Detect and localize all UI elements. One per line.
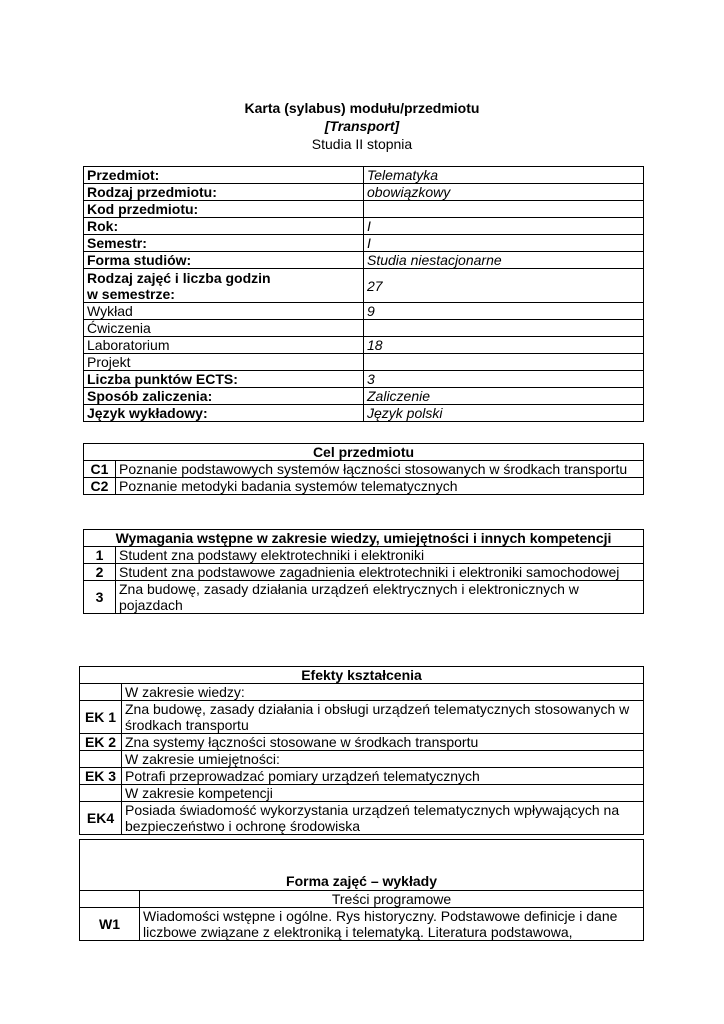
goals-table [83, 443, 644, 495]
info-row [84, 337, 644, 354]
prerequisite-row [84, 581, 644, 614]
outcome-text: W zakresie umiejętności: [122, 751, 644, 768]
outcome-text: W zakresie kompetencji [122, 785, 644, 802]
info-value: obowiązkowy [364, 184, 644, 201]
info-row [84, 303, 644, 320]
course-info-table [83, 166, 644, 422]
prerequisites-table [83, 529, 644, 614]
info-label: Laboratorium [84, 337, 364, 354]
outcome-text: Posiada świadomość wykorzystania urządzeń telematycznych wpływających na bezpieczeństwo i ochronę środowiska [122, 802, 644, 835]
info-row [84, 388, 644, 405]
outcome-row [80, 785, 644, 802]
info-row [84, 201, 644, 218]
course-name: [Transport] [324, 118, 400, 134]
lectures-subheading: Treści programowe [140, 891, 644, 908]
prerequisite-row [84, 564, 644, 581]
goals-heading: Cel przedmiotu [84, 444, 644, 461]
goal-row [84, 478, 644, 495]
info-label: Ćwiczenia [84, 320, 364, 337]
prerequisite-text: Zna budowę, zasady działania urządzeń elektrycznych i elektronicznych w pojazdach [116, 581, 644, 614]
prerequisite-text: Student zna podstawowe zagadnienia elektrotechniki i elektroniki samochodowej [116, 564, 644, 581]
info-label: Semestr: [84, 235, 364, 252]
info-row [84, 184, 644, 201]
outcomes-table [79, 666, 644, 835]
info-row [84, 252, 644, 269]
outcome-row [80, 734, 644, 751]
outcome-row [80, 768, 644, 785]
prerequisite-code: 3 [84, 581, 116, 614]
goal-text: Poznanie podstawowych systemów łączności stosowanych w środkach transportu [116, 461, 644, 478]
info-label: Wykład [84, 303, 364, 320]
info-value: 27 [364, 269, 644, 303]
info-value: Zaliczenie [364, 388, 644, 405]
info-row [84, 218, 644, 235]
outcome-code [80, 751, 122, 768]
info-row [84, 167, 644, 184]
outcome-row [80, 802, 644, 835]
goal-row [84, 461, 644, 478]
lecture-row [80, 908, 644, 941]
lectures-table [79, 839, 644, 941]
info-value: Studia niestacjonarne [364, 252, 644, 269]
prerequisite-text: Student zna podstawy elektrotechniki i elektroniki [116, 547, 644, 564]
outcome-code [80, 684, 122, 701]
info-label: Przedmiot: [84, 167, 364, 184]
info-label: Rok: [84, 218, 364, 235]
outcome-code: EK 1 [80, 701, 122, 734]
info-label: Rodzaj zajęć i liczba godzin w semestrze: [84, 269, 364, 303]
info-value: Język polski [364, 405, 644, 422]
prerequisite-code: 2 [84, 564, 116, 581]
info-value [364, 201, 644, 218]
info-value: 3 [364, 371, 644, 388]
goal-text: Poznanie metodyki badania systemów telematycznych [116, 478, 644, 495]
outcome-text: Zna budowę, zasady działania i obsługi urządzeń telematycznych stosowanych w środkach transportu [122, 701, 644, 734]
outcomes-heading: Efekty kształcenia [80, 667, 644, 684]
prerequisite-code: 1 [84, 547, 116, 564]
study-level: Studia II stopnia [311, 136, 413, 152]
info-value [364, 320, 644, 337]
info-label: Liczba punktów ECTS: [84, 371, 364, 388]
info-row [84, 269, 644, 303]
outcome-text: Potrafi przeprowadzać pomiary urządzeń telematycznych [122, 768, 644, 785]
lecture-code: W1 [80, 908, 140, 941]
goal-code: C1 [84, 461, 116, 478]
info-value: I [364, 218, 644, 235]
info-value: Telematyka [364, 167, 644, 184]
lectures-heading: Forma zajęć – wykłady [80, 840, 644, 891]
info-label: Sposób zaliczenia: [84, 388, 364, 405]
outcome-row [80, 684, 644, 701]
info-row [84, 320, 644, 337]
document-header [0, 99, 724, 153]
info-value [364, 354, 644, 371]
info-value: 18 [364, 337, 644, 354]
info-value: I [364, 235, 644, 252]
info-label: Rodzaj przedmiotu: [84, 184, 364, 201]
info-value: 9 [364, 303, 644, 320]
prerequisite-row [84, 547, 644, 564]
info-row [84, 371, 644, 388]
info-label: Forma studiów: [84, 252, 364, 269]
outcome-text: W zakresie wiedzy: [122, 684, 644, 701]
info-row [84, 354, 644, 371]
outcome-row [80, 751, 644, 768]
goal-code: C2 [84, 478, 116, 495]
info-label: Projekt [84, 354, 364, 371]
outcome-code: EK 3 [80, 768, 122, 785]
outcome-code [80, 785, 122, 802]
document-title: Karta (sylabus) modułu/przedmiotu [244, 100, 480, 116]
info-row [84, 235, 644, 252]
outcome-text: Zna systemy łączności stosowane w środkach transportu [122, 734, 644, 751]
info-row [84, 405, 644, 422]
info-label: Kod przedmiotu: [84, 201, 364, 218]
prerequisites-heading: Wymagania wstępne w zakresie wiedzy, umiejętności i innych kompetencji [84, 530, 644, 547]
info-label: Język wykładowy: [84, 405, 364, 422]
lecture-text: Wiadomości wstępne i ogólne. Rys historyczny. Podstawowe definicje i dane liczbowe związane z elektroniką i telematyką. Literatura podstawowa, [140, 908, 644, 941]
lectures-spacer-cell [80, 891, 140, 908]
outcome-row [80, 701, 644, 734]
outcome-code: EK 2 [80, 734, 122, 751]
outcome-code: EK4 [80, 802, 122, 835]
